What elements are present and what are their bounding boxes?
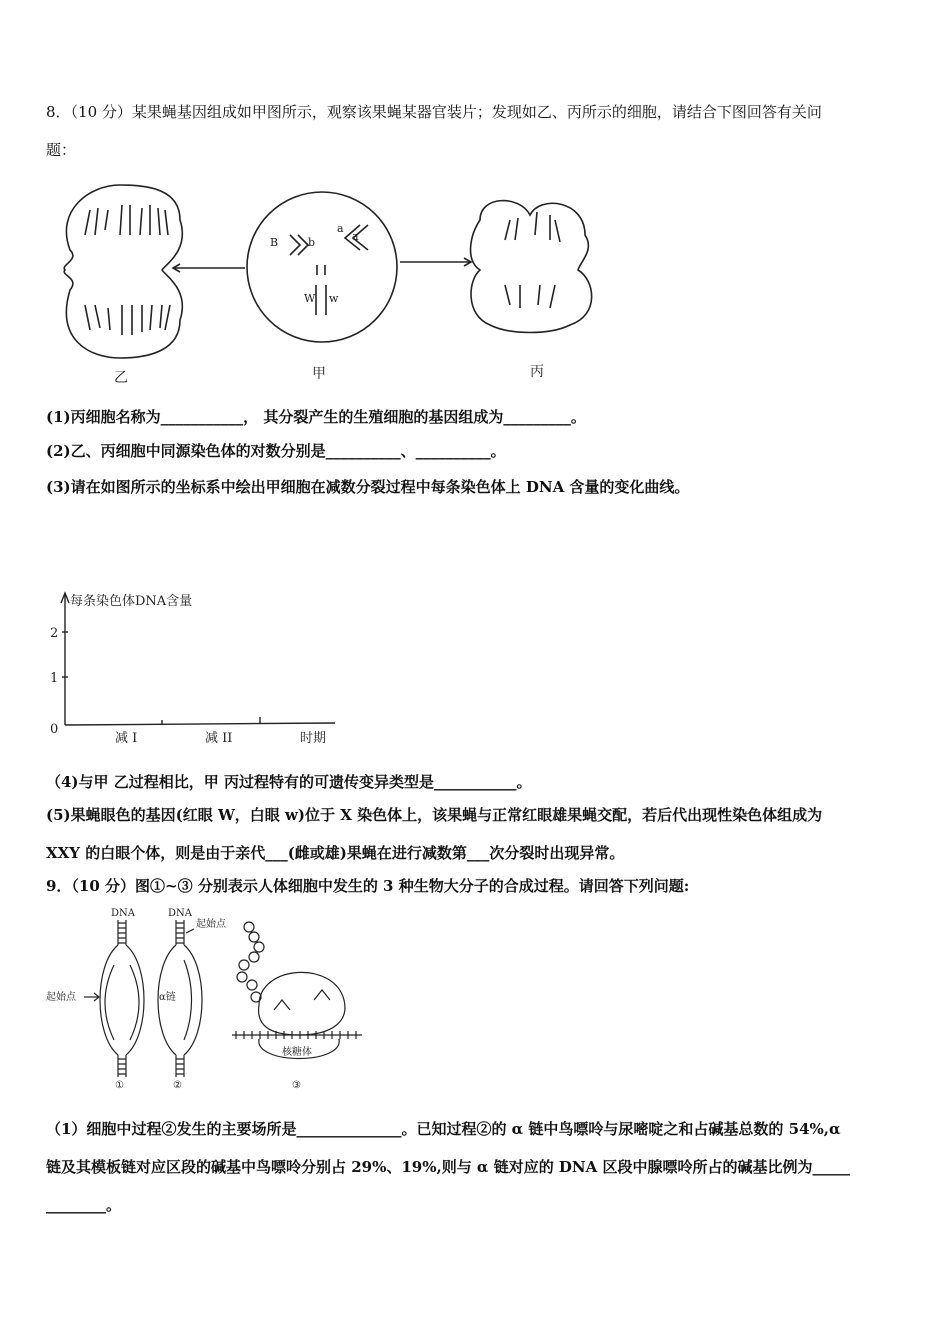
label-yi: 乙 xyxy=(114,370,128,385)
graph-origin: 0 xyxy=(50,722,59,737)
q8-sub2: (2)乙、丙细胞中同源染色体的对数分别是__________、__________。 xyxy=(46,442,506,460)
gene-a-2: a xyxy=(352,230,359,243)
dna-content-graph xyxy=(40,585,350,750)
q8-sub3: (3)请在如图所示的坐标系中绘出甲细胞在减数分裂过程中每条染色体上 DNA 含量的变化曲线。 xyxy=(46,478,690,496)
q9-sub1-line1: （1）细胞中过程②发生的主要场所是______________。已知过程②的 α 链中鸟嘌呤与尿嘧啶之和占碱基总数的 54%,α xyxy=(46,1120,841,1138)
fig-num-1: ① xyxy=(115,1080,124,1090)
graph-x1: 减 I xyxy=(115,731,138,746)
cell-jia-outline xyxy=(247,192,397,342)
fig-num-2: ② xyxy=(173,1080,182,1090)
gene-b: b xyxy=(308,236,316,249)
q8-sub5-line2: XXY 的白眼个体，则是由于亲代___(雌或雄)果蝇在进行减数第___次分裂时出现异常。 xyxy=(46,844,625,862)
fig-origin-top: 起始点 xyxy=(196,919,226,930)
q9-stem: 9．（10 分）图①~③ 分别表示人体细胞中发生的 3 种生物大分子的合成过程。请回答下列问题: xyxy=(46,877,690,895)
label-jia: 甲 xyxy=(312,366,326,382)
q8-sub5-line1: (5)果蝇眼色的基因(红眼 W，白眼 w)位于 X 染色体上，该果蝇与正常红眼雄果蝇交配，若后代出现性染色体组成为 xyxy=(46,806,823,824)
q9-sub1-line3: ________。 xyxy=(46,1196,122,1214)
q8-sub1: (1)丙细胞名称为___________， 其分裂产生的生殖细胞的基因组成为_________。 xyxy=(46,408,586,426)
synthesis-figure xyxy=(44,905,374,1090)
cell-division-figure xyxy=(50,180,610,385)
q9-sub1-line2: 链及其模板链对应区段的碱基中鸟嘌呤分别占 29%、19%,则与 α 链对应的 DNA 区段中腺嘌呤所占的碱基比例为_____ xyxy=(46,1158,850,1176)
fig-dna-1: DNA xyxy=(111,908,135,919)
graph-x2: 减 II xyxy=(205,731,233,746)
cell-bing-outline xyxy=(471,201,592,333)
graph-xlabel: 时期 xyxy=(300,731,327,746)
label-bing: 丙 xyxy=(530,364,544,380)
graph-y2: 2 xyxy=(50,626,59,641)
gene-W: W xyxy=(304,292,316,305)
gene-w: w xyxy=(329,292,339,305)
gene-a-1: a xyxy=(337,222,344,235)
graph-ylabel: 每条染色体DNA含量 xyxy=(70,594,193,609)
q8-stem-line1: 8．（10 分）某果蝇基因组成如甲图所示，观察该果蝇某器官装片；发现如乙、丙所示的细胞，请结合下图回答有关问 xyxy=(46,103,822,121)
fig-dna-2: DNA xyxy=(168,908,192,919)
q8-stem-line2: 题： xyxy=(46,141,77,159)
fig-num-3: ③ xyxy=(292,1080,301,1090)
gene-B: B xyxy=(270,236,279,249)
fig-ribosome: 核糖体 xyxy=(282,1047,312,1058)
fig-alpha-chain: α链 xyxy=(159,992,176,1003)
fig-origin-left: 起始点 xyxy=(46,992,76,1003)
q8-sub4: （4)与甲 乙过程相比，甲 丙过程特有的可遗传变异类型是___________。 xyxy=(46,773,532,791)
graph-y1: 1 xyxy=(50,671,59,686)
